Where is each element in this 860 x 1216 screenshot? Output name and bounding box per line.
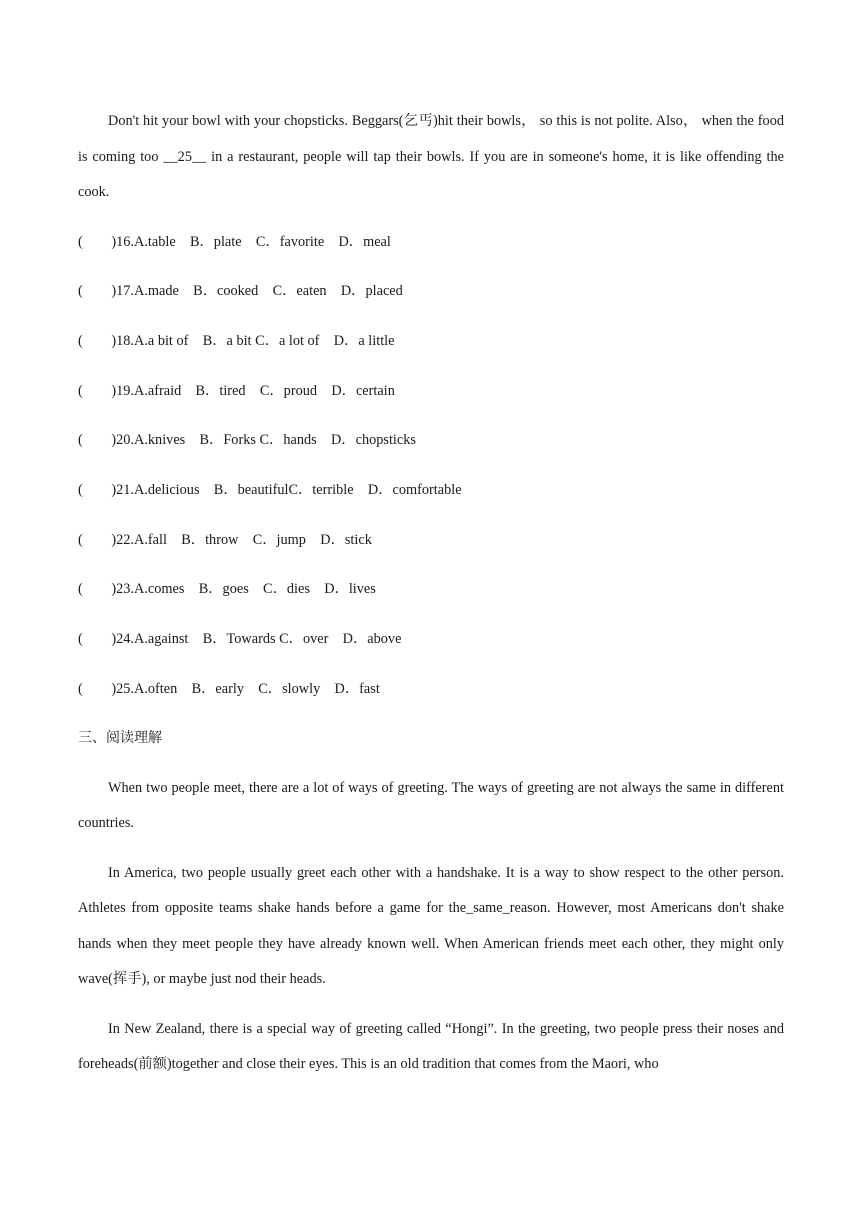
question-options: 21.A.delicious B．beautifulC．terrible D．comfortable	[116, 481, 462, 498]
answer-paren[interactable]: ( )	[78, 680, 117, 697]
question-18	[78, 324, 784, 360]
question-options: 20.A.knives B．Forks C．hands D．chopsticks	[116, 432, 416, 449]
spacer	[78, 211, 784, 225]
answer-paren[interactable]: ( )	[78, 233, 117, 250]
question-options: 23.A.comes B．goes C．dies D．lives	[116, 581, 376, 598]
answer-paren[interactable]: ( )	[78, 481, 117, 498]
question-list	[78, 225, 784, 708]
question-options: 22.A.fall B．throw C．jump D．stick	[116, 531, 372, 548]
question-23	[78, 572, 784, 608]
reading-paragraph-3: In New Zealand, there is a special way of greeting called “Hongi”. In the greeting, two people press their noses and foreheads(前额)together and close their eyes. This is an old tradition that comes from the Maori, who	[78, 1020, 784, 1073]
question-24	[78, 622, 784, 658]
question-17	[78, 274, 784, 310]
question-options: 16.A.table B．plate C．favorite D．meal	[116, 233, 391, 250]
document-page	[78, 104, 784, 1083]
answer-paren[interactable]: ( )	[78, 332, 117, 349]
section-heading: 三、阅读理解	[78, 730, 162, 747]
reading-paragraph-2: In America, two people usually greet each other with a handshake. It is a way to show respect to the other person. Athletes from opposite teams shake hands before a game for the_same_reason. However, most Americans don't shake hands when they meet people they have already known well. When American friends meet each other, they might only wave(挥手), or maybe just nod their heads.	[78, 864, 784, 988]
question-options: 25.A.often B．early C．slowly D．fast	[116, 680, 380, 697]
question-20	[78, 423, 784, 459]
passage-end-paragraph: Don't hit your bowl with your chopsticks. Beggars(乞丐)hit their bowls， so this is not polite. Also， when the food is coming too __25__ in a restaurant, people will tap their bowls. If you are in someone's home, it is like offending the cook.	[78, 113, 784, 200]
question-options: 18.A.a bit of B．a bit C．a lot of D．a little	[116, 332, 395, 349]
question-21	[78, 473, 784, 509]
answer-paren[interactable]: ( )	[78, 631, 117, 647]
answer-paren[interactable]: ( )	[78, 382, 117, 399]
question-25	[78, 672, 784, 708]
question-options: 17.A.made B．cooked C．eaten D．placed	[116, 283, 403, 300]
reading-paragraph-1: When two people meet, there are a lot of ways of greeting. The ways of greeting are not always the same in different countries.	[78, 779, 784, 832]
answer-paren[interactable]: ( )	[78, 432, 117, 449]
question-19	[78, 374, 784, 410]
answer-paren[interactable]: ( )	[78, 581, 117, 598]
question-22	[78, 523, 784, 559]
question-options: 19.A.afraid B．tired C．proud D．certain	[116, 382, 395, 399]
answer-paren[interactable]: ( )	[78, 531, 117, 548]
answer-paren[interactable]: ( )	[78, 283, 117, 300]
question-options: 24.A.against B．Towards C．over D．above	[116, 631, 402, 647]
question-16	[78, 225, 784, 261]
